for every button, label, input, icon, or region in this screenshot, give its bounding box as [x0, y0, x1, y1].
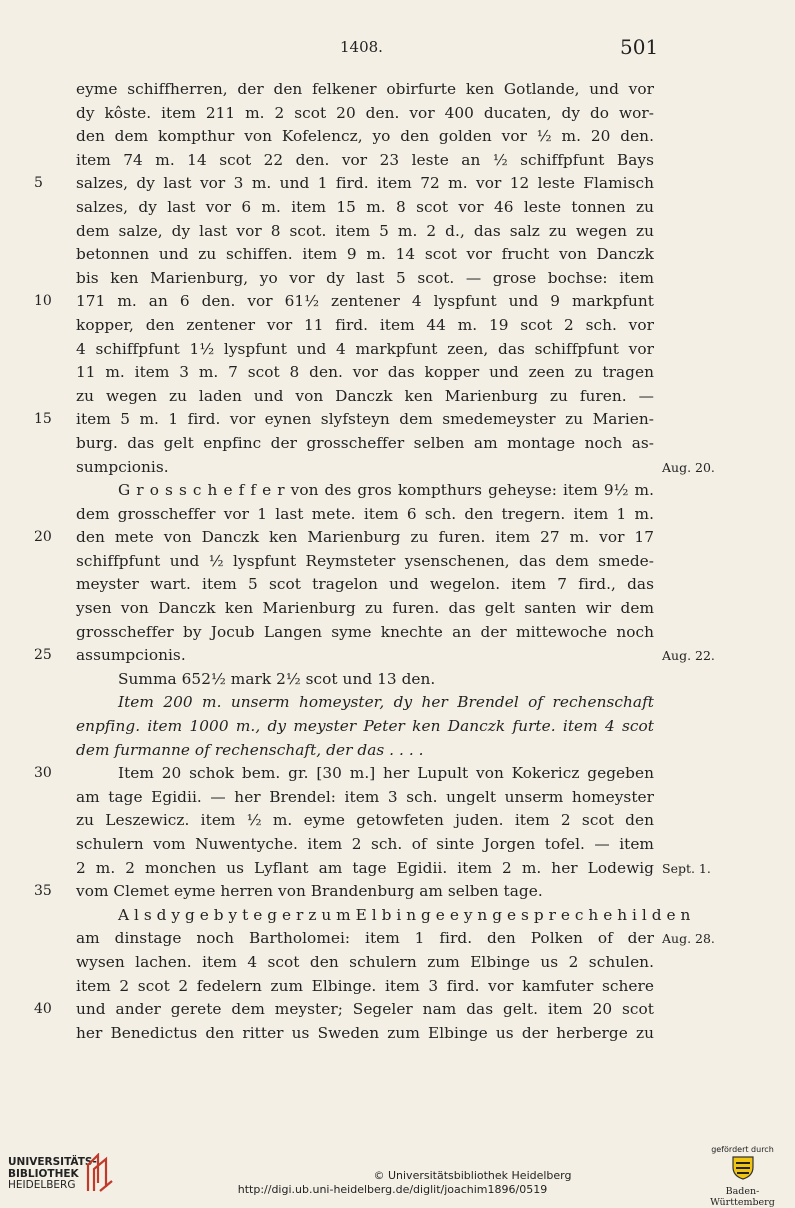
- text-line: [0, 172, 795, 196]
- text-line: [0, 361, 795, 385]
- line-text: 11 m. item 3 m. 7 scot 8 den. vor das kopper und zeen zu tragen: [76, 363, 654, 382]
- line-number: 35: [34, 883, 52, 900]
- line-text: Item 20 schok bem. gr. [30 m.] her Lupult von Kokericz gegeben: [118, 764, 654, 783]
- text-line: [0, 998, 795, 1022]
- page-header: [0, 35, 795, 66]
- text-line: [0, 338, 795, 362]
- text-line: [0, 715, 795, 739]
- line-text: zu wegen zu laden und von Danczk ken Marienburg zu furen. —: [76, 386, 654, 405]
- text-line: [0, 809, 795, 833]
- line-number: 5: [34, 175, 43, 192]
- text-line: [0, 503, 795, 527]
- sponsor-name: Baden-Württemberg: [710, 1186, 775, 1208]
- copyright-notice: © Universitätsbibliothek Heidelberg: [373, 1169, 572, 1182]
- text-line: [0, 786, 795, 810]
- line-number: 30: [34, 765, 52, 782]
- line-text: schiffpfunt und ½ lyspfunt Reymsteter ysenschenen, das dem smede-: [76, 551, 654, 570]
- line-text: burg. das gelt enpfinc der grosscheffer selben am montage noch as-: [76, 433, 654, 452]
- margin-date: Aug. 20.: [662, 459, 715, 475]
- line-text: salzes, dy last vor 3 m. und 1 fird. item 72 m. vor 12 leste Flamisch: [76, 174, 654, 193]
- line-text: 2 m. 2 monchen us Lyflant am tage Egidii. item 2 m. her Lodewig: [76, 858, 654, 877]
- line-text: und ander gerete dem meyster; Segeler nam das gelt. item 20 scot: [76, 1000, 654, 1019]
- line-number: 15: [34, 411, 52, 428]
- line-text: dem furmanne of rechenschaft, der das . . . .: [76, 740, 424, 759]
- margin-date: Aug. 22.: [662, 648, 715, 664]
- line-text: salzes, dy last vor 6 m. item 15 m. 8 scot vor 46 leste tonnen zu: [76, 197, 654, 216]
- text-line: [0, 78, 795, 102]
- text-line: [0, 644, 795, 668]
- line-text: 4 schiffpfunt 1½ lyspfunt und 4 markpfunt zeen, das schiffpfunt vor: [76, 339, 654, 358]
- text-line: [0, 857, 795, 881]
- margin-date: Aug. 28.: [662, 931, 715, 947]
- line-text: her Benedictus den ritter us Sweden zum Elbinge us der herberge zu: [76, 1023, 654, 1042]
- line-text: 171 m. an 6 den. vor 61½ zentener 4 lyspfunt und 9 markpfunt: [76, 292, 654, 311]
- text-line: [0, 102, 795, 126]
- line-text: Summa 652½ mark 2½ scot und 13 den.: [118, 669, 436, 688]
- line-text: A l s d y g e b y t e g e r z u m E l b i n g e e y n g e s p r e c h e h i l d e n: [118, 905, 691, 924]
- page-footer: [0, 1135, 795, 1208]
- text-line: [0, 479, 795, 503]
- line-number: 25: [34, 647, 52, 664]
- logo-line-1: UNIVERSITÄTS-: [8, 1156, 97, 1168]
- text-line: [0, 526, 795, 550]
- text-line: [0, 550, 795, 574]
- line-text: vom Clemet eyme herren von Brandenburg am selben tage.: [76, 882, 543, 901]
- line-text: den mete von Danczk ken Marienburg zu furen. item 27 m. vor 17: [76, 528, 654, 547]
- source-url-link[interactable]: http://digi.ub.uni-heidelberg.de/diglit/joachim1896/0519: [237, 1183, 548, 1196]
- text-line: [0, 975, 795, 999]
- text-line: [0, 904, 795, 928]
- line-text: grosscheffer by Jocub Langen syme knechte an der mittewoche noch: [76, 622, 654, 641]
- line-text: dem salze, dy last vor 8 scot. item 5 m. 2 d., das salz zu wegen zu: [76, 221, 654, 240]
- text-line: [0, 385, 795, 409]
- text-line: [0, 1022, 795, 1046]
- document-text: [0, 78, 795, 1045]
- state-coat-of-arms-icon: [730, 1154, 756, 1180]
- line-text: item 5 m. 1 fird. vor eynen slyfsteyn dem smedemeyster zu Marien-: [76, 410, 654, 429]
- text-line: [0, 880, 795, 904]
- line-text: am dinstage noch Bartholomei: item 1 fird. den Polken of der: [76, 929, 654, 948]
- text-line: [0, 243, 795, 267]
- line-text: ysen von Danczk ken Marienburg zu furen. das gelt santen wir dem: [76, 599, 654, 618]
- text-line: [0, 833, 795, 857]
- line-text: sumpcionis.: [76, 457, 169, 476]
- text-line: [0, 739, 795, 763]
- text-line: [0, 432, 795, 456]
- text-line: [0, 597, 795, 621]
- line-number: 20: [34, 529, 52, 546]
- logo-line-2: BIBLIOTHEK: [8, 1167, 79, 1180]
- line-text: dy kôste. item 211 m. 2 scot 20 den. vor 400 ducaten, dy do wor-: [76, 103, 654, 122]
- text-line: [0, 668, 795, 692]
- line-text: meyster wart. item 5 scot tragelon und wegelon. item 7 fird., das: [76, 575, 654, 594]
- text-line: [0, 951, 795, 975]
- text-line: [0, 267, 795, 291]
- line-text: betonnen und zu schiffen. item 9 m. 14 scot vor frucht von Danczk: [76, 245, 654, 264]
- text-line: [0, 196, 795, 220]
- line-text: den dem kompthur von Kofelencz, yo den golden vor ½ m. 20 den.: [76, 127, 654, 146]
- line-number: 10: [34, 293, 52, 310]
- text-line: [0, 621, 795, 645]
- line-text: wysen lachen. item 4 scot den schulern zum Elbinge us 2 schulen.: [76, 952, 654, 971]
- header-year: 1408.: [340, 38, 383, 56]
- line-text: item 74 m. 14 scot 22 den. vor 23 leste an ½ schiffpfunt Bays: [76, 150, 654, 169]
- text-line: [0, 314, 795, 338]
- text-line: [0, 220, 795, 244]
- text-line: [0, 691, 795, 715]
- text-line: [0, 762, 795, 786]
- line-text: item 2 scot 2 fedelern zum Elbinge. item 3 fird. vor kamfuter schere: [76, 976, 654, 995]
- sponsor-caption: gefördert durch: [711, 1145, 774, 1154]
- line-text: bis ken Marienburg, yo vor dy last 5 scot. — grose bochse: item: [76, 268, 654, 287]
- line-text: eyme schiffherren, der den felkener obirfurte ken Gotlande, und vor: [76, 80, 654, 98]
- line-text: schulern vom Nuwentyche. item 2 sch. of sinte Jorgen tofel. — item: [76, 835, 654, 853]
- text-line: [0, 149, 795, 173]
- margin-date: Sept. 1.: [662, 860, 711, 876]
- line-text: Item 200 m. unserm homeyster, dy her Brendel of rechenschaft: [118, 693, 654, 712]
- line-text: enpfing. item 1000 m., dy meyster Peter ken Danczk furte. item 4 scot: [76, 717, 654, 736]
- text-line: [0, 456, 795, 480]
- line-text: dem grosscheffer vor 1 last mete. item 6 sch. den tregern. item 1 m.: [76, 504, 654, 523]
- page-number: 501: [620, 35, 659, 59]
- sponsor-block[interactable]: [695, 1145, 790, 1208]
- text-line: [0, 927, 795, 951]
- text-line: [0, 290, 795, 314]
- line-text: kopper, den zentener vor 11 fird. item 44 m. 19 scot 2 sch. vor: [76, 315, 654, 334]
- line-text: zu Leszewicz. item ½ m. eyme getowfeten juden. item 2 scot den: [76, 811, 654, 830]
- text-line: [0, 125, 795, 149]
- line-text: assumpcionis.: [76, 646, 186, 665]
- text-line: [0, 573, 795, 597]
- text-line: [0, 408, 795, 432]
- line-text: G r o s s c h e f f e r von des gros kompthurs geheyse: item 9½ m.: [118, 481, 654, 500]
- line-text: am tage Egidii. — her Brendel: item 3 sch. ungelt unserm homeyster: [76, 787, 654, 806]
- logo-line-3: HEIDELBERG: [8, 1179, 76, 1191]
- line-number: 40: [34, 1001, 52, 1018]
